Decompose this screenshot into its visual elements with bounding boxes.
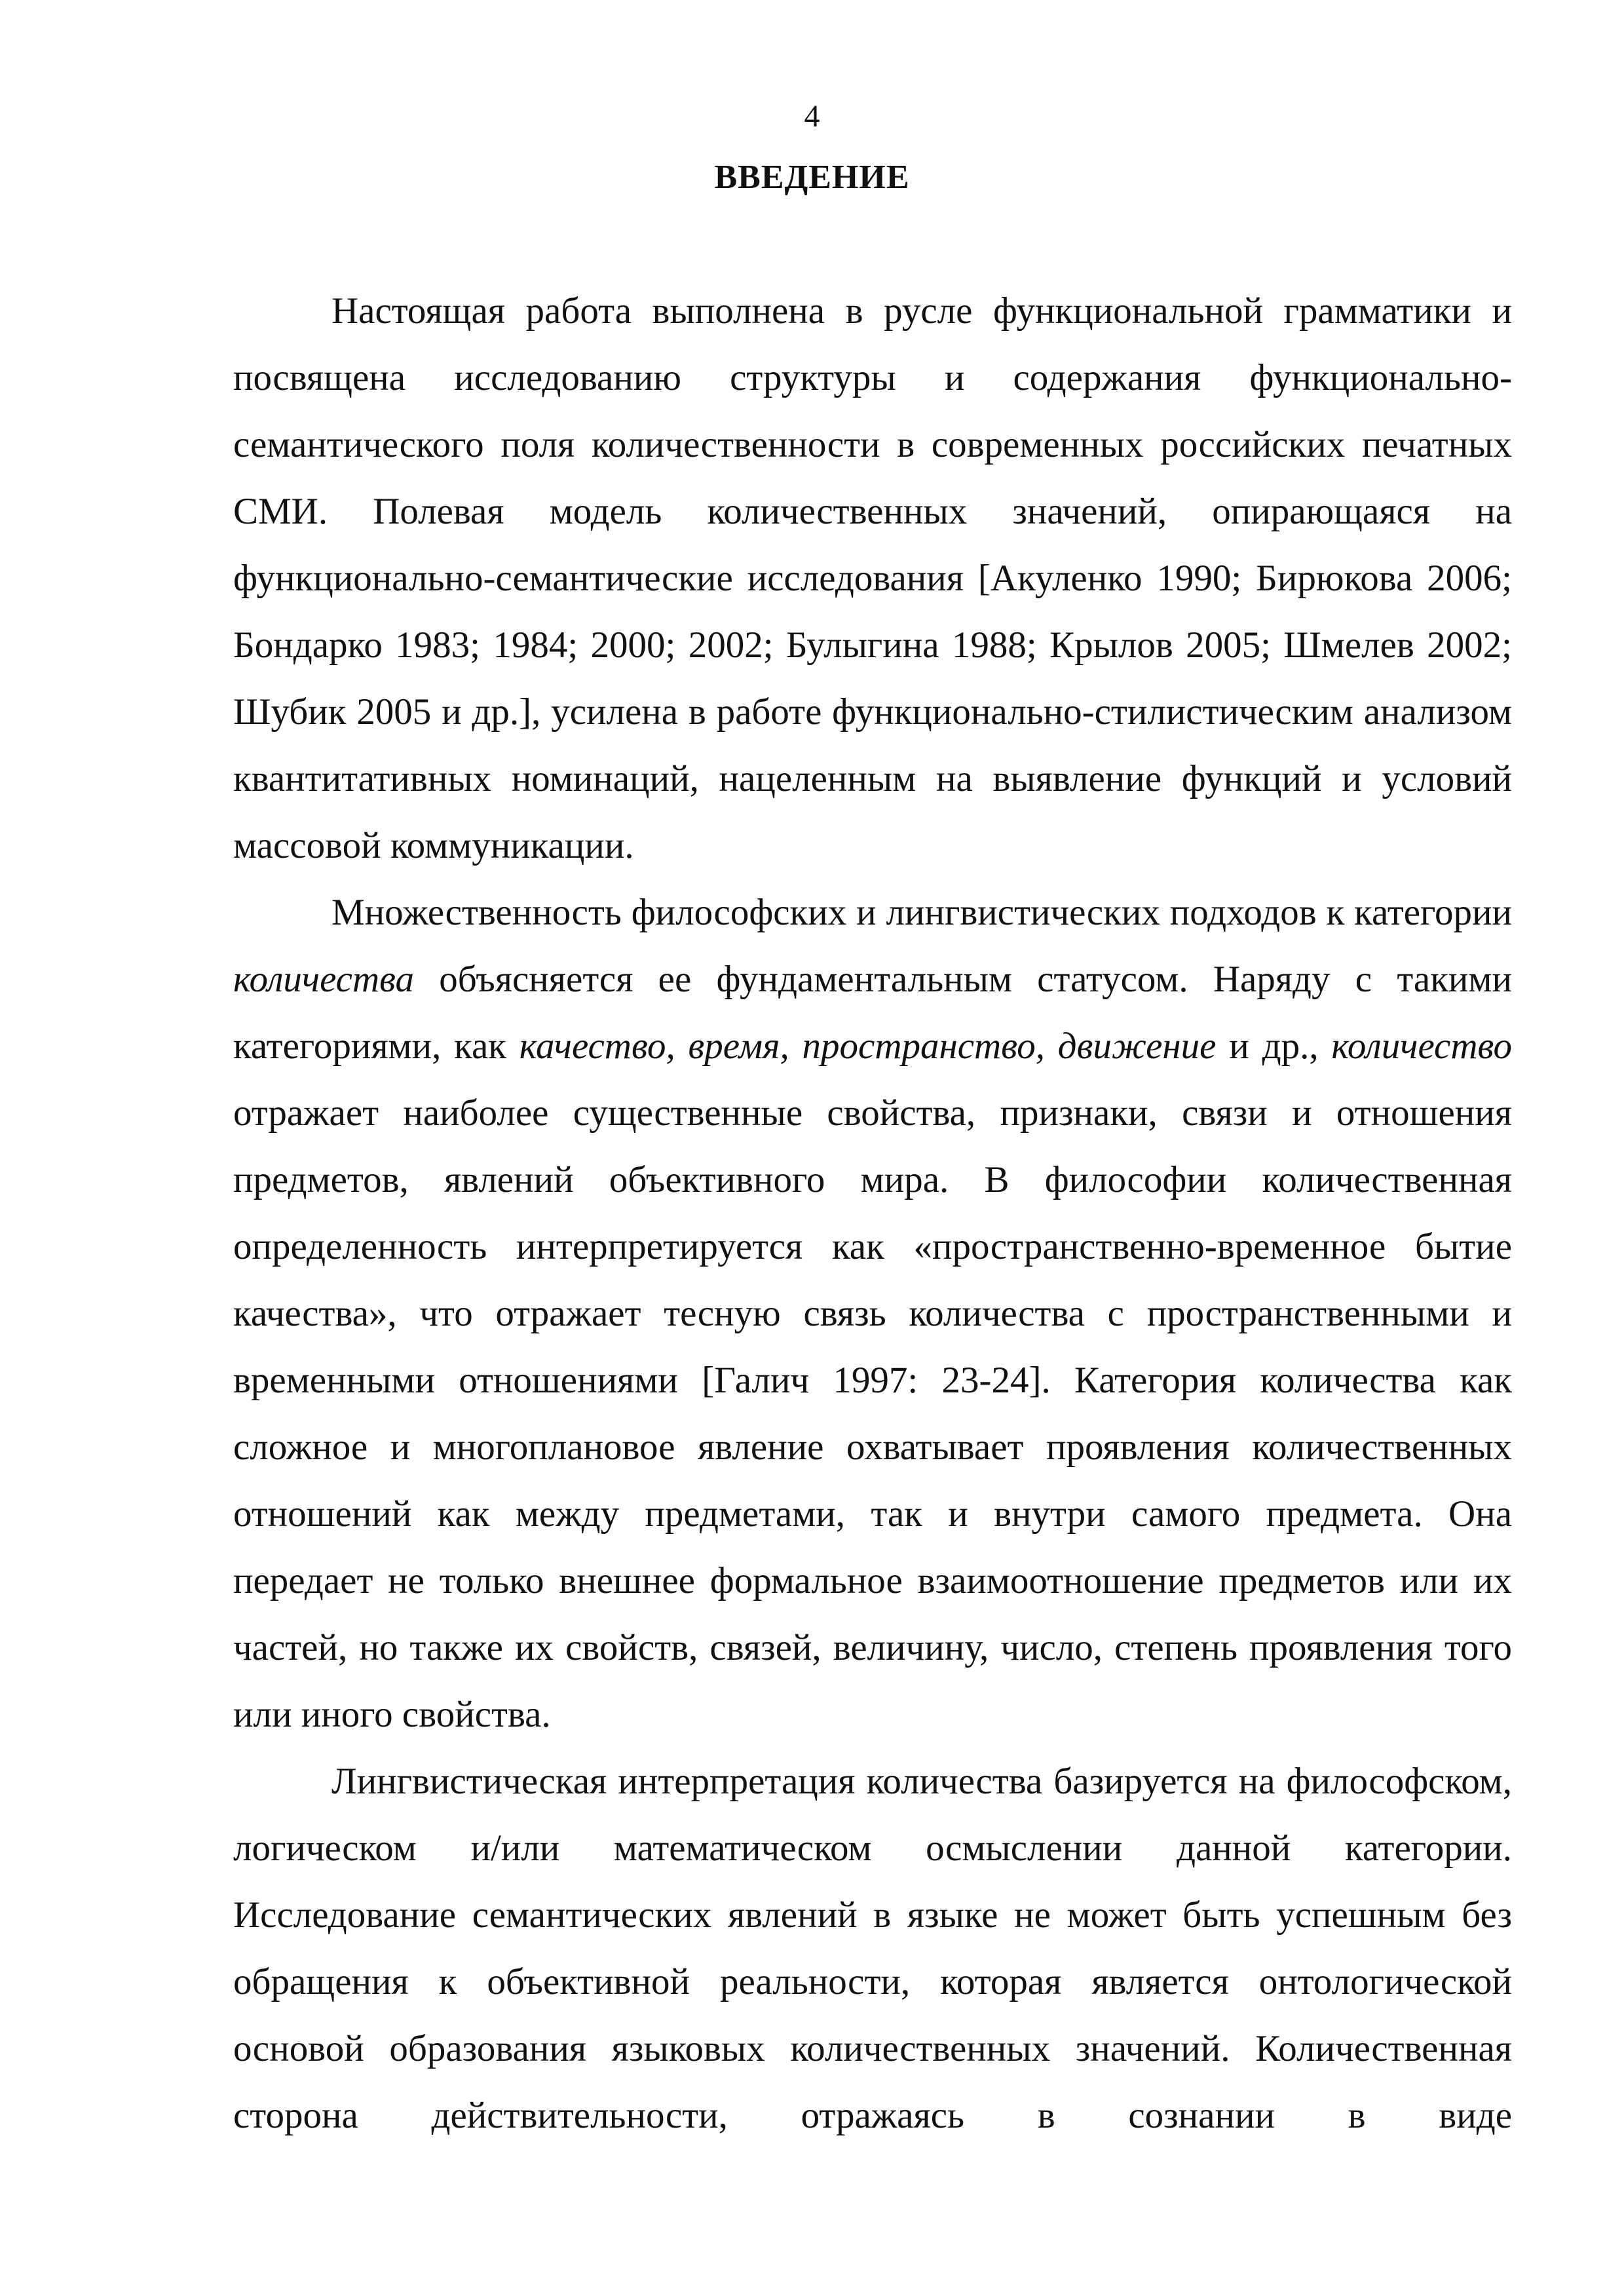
paragraph-2-italic-term-kolichestvo: количество (1331, 1025, 1512, 1067)
paragraph-3-text: Лингвистическая интерпретация количества базируется на философском, логическом и/или математическом осмыслении данной категории. Исследование семантических явлений в языке не может быть успешным без обращения к объективной реальности, которая является онтологической основой образования языковых количественных значений. Количественная сторона действительности, отражаясь в сознании в виде (233, 1761, 1512, 2136)
body-text (233, 278, 1512, 2149)
page-number: 4 (804, 99, 820, 134)
paragraph-2-text-c: и др., (1216, 1025, 1332, 1067)
paragraph-1-text: Настоящая работа выполнена в русле функциональной грамматики и посвящена исследованию структуры и содержания функционально-семантического поля количественности в современных российских печатных СМИ. Полевая модель количественных значений, опирающаяся на функционально-семантические исследования [Акуленко 1990; Бирюкова 2006; Бондарко 1983; 1984; 2000; 2002; Булыгина 1988; Крылов 2005; Шмелев 2002; Шубик 2005 и др.], усилена в работе функционально-стилистическим анализом квантитативных номинаций, нацеленным на выявление функций и условий массовой коммуникации. (233, 290, 1512, 866)
paragraph-2-italic-term-kolichestva: количества (233, 959, 414, 1000)
paragraph-2 (233, 879, 1512, 1748)
paragraph-2-text-a: Множественность философских и лингвистических подходов к категории (331, 892, 1512, 933)
paragraph-2-text-b: объясняется ее фундаментальным статусом. Наряду с такими категориями, как (233, 959, 1512, 1067)
paragraph-1 (233, 278, 1512, 879)
section-heading: ВВЕДЕНИЕ (714, 159, 910, 196)
paragraph-2-text-d: отражает наиболее существенные свойства, признаки, связи и отношения предметов, явлений объективного мира. В философии количественная определенность интерпретируется как «пространственно-временное бытие качества», что отражает тесную связь количества с пространственными и временными отношениями [Галич 1997: 23-24]. Категория количества как сложное и многоплановое явление охватывает проявления количественных отношений как между предметами, так и внутри самого предмета. Она передает не только внешнее формальное взаимоотношение предметов или их частей, но также их свойств, связей, величину, число, степень проявления того или иного свойства. (233, 1092, 1512, 1735)
paragraph-2-italic-categories: качество, время, пространство, движение (519, 1025, 1217, 1067)
paragraph-3 (233, 1748, 1512, 2149)
